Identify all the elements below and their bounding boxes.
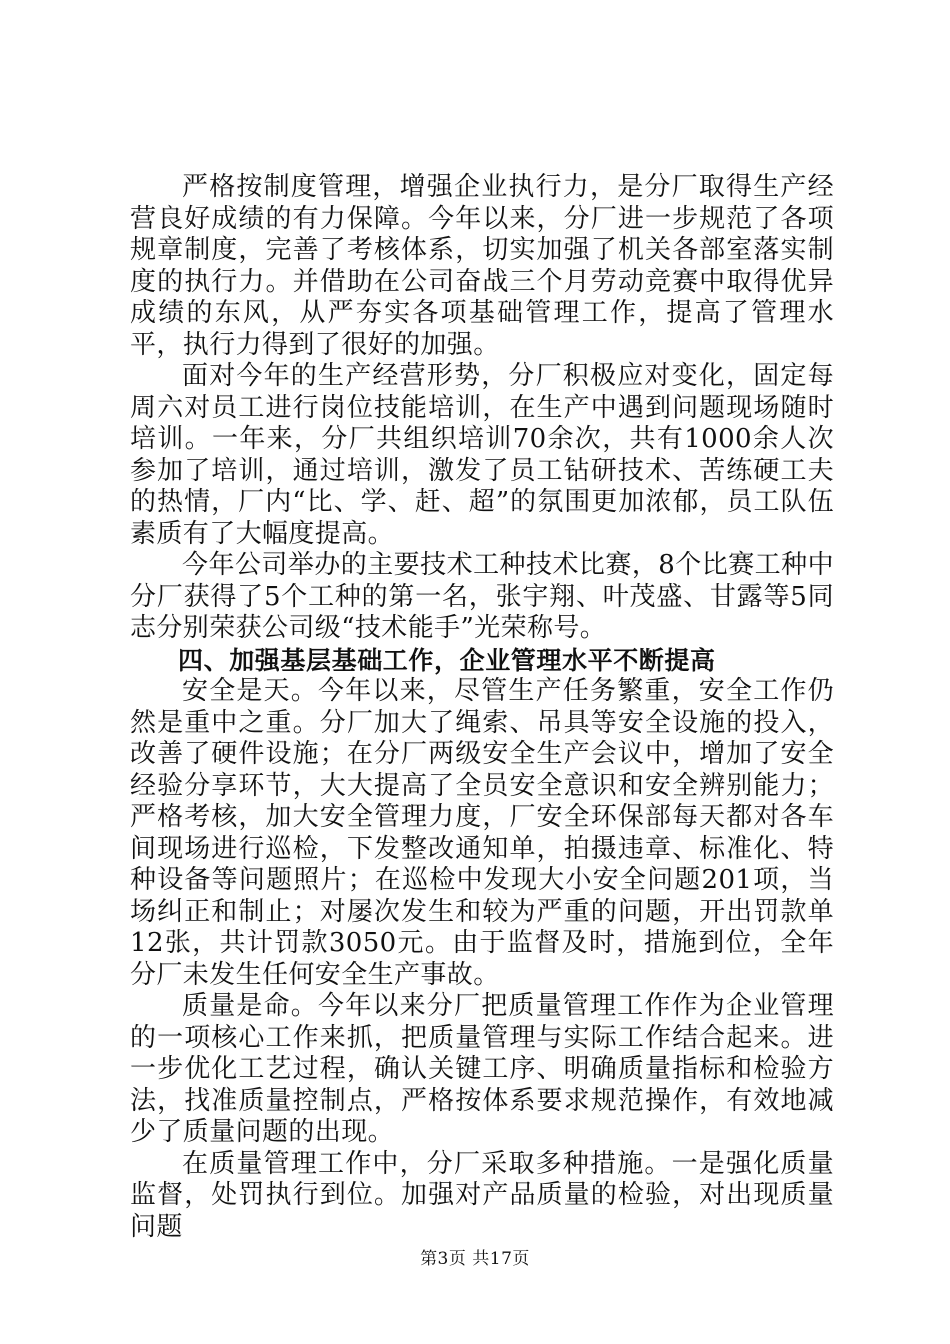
section-heading-four: 四、加强基层基础工作，企业管理水平不断提高	[178, 645, 716, 675]
page-number-footer: 第3页 共17页	[420, 1249, 530, 1269]
paragraph-skill-competition: 今年公司举办的主要技术工种技术比赛，8个比赛工种中分厂获得了5个工种的第一名，张宇翔、叶茂盛、甘露等5同志分别荣获公司级“技术能手”光荣称号。	[130, 550, 834, 643]
paragraph-quality-measures: 在质量管理工作中，分厂采取多种措施。一是强化质量监督，处罚执行到位。加强对产品质量的检验，对出现质量问题	[130, 1148, 834, 1242]
document-body	[130, 172, 834, 1243]
paragraph-quality: 质量是命。今年以来分厂把质量管理工作作为企业管理的一项核心工作来抓，把质量管理与实际工作结合起来。进一步优化工艺过程，确认关键工序、明确质量指标和检验方法，找准质量控制点，严格按体系要求规范操作，有效地减少了质量问题的出现。	[130, 991, 834, 1147]
paragraph-management-system: 严格按制度管理，增强企业执行力，是分厂取得生产经营良好成绩的有力保障。今年以来，分厂进一步规范了各项规章制度，完善了考核体系，切实加强了机关各部室落实制度的执行力。并借助在公司奋战三个月劳动竞赛中取得优异成绩的东风，从严夯实各项基础管理工作，提高了管理水平，执行力得到了很好的加强。	[130, 172, 834, 360]
paragraph-training: 面对今年的生产经营形势，分厂积极应对变化，固定每周六对员工进行岗位技能培训，在生产中遇到问题现场随时培训。一年来，分厂共组织培训70余次，共有1000余人次参加了培训，通过培训，激发了员工钻研技术、苦练硬工夫的热情，厂内“比、学、赶、超”的氛围更加浓郁，员工队伍素质有了大幅度提高。	[130, 361, 834, 549]
paragraph-safety: 安全是天。今年以来，尽管生产任务繁重，安全工作仍然是重中之重。分厂加大了绳索、吊具等安全设施的投入，改善了硬件设施；在分厂两级安全生产会议中，增加了安全经验分享环节，大大提高了全员安全意识和安全辨别能力；严格考核，加大安全管理力度，厂安全环保部每天都对各车间现场进行巡检，下发整改通知单，拍摄违章、标准化、特种设备等问题照片；在巡检中发现大小安全问题201项，当场纠正和制止；对屡次发生和较为严重的问题，开出罚款单12张，共计罚款3050元。由于监督及时，措施到位，全年分厂未发生任何安全生产事故。	[130, 676, 834, 990]
